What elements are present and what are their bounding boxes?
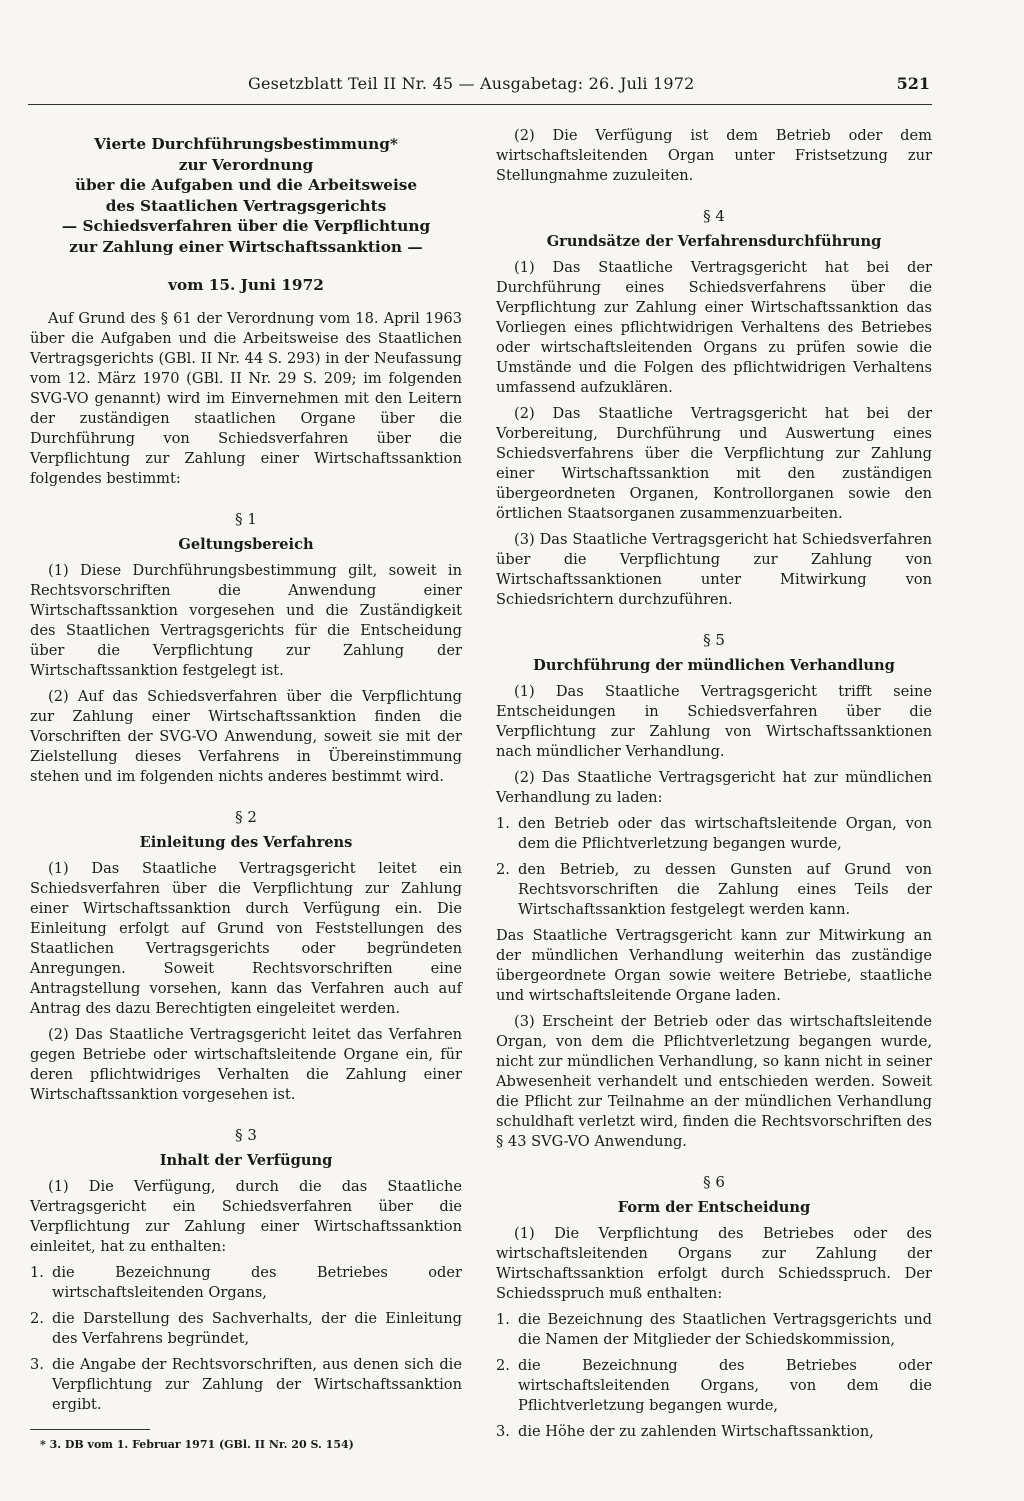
page-number: 521 bbox=[896, 74, 930, 93]
title-line: Vierte Durchführungsbestimmung* bbox=[94, 135, 398, 153]
paragraph: Das Staatliche Vertragsgericht kann zur Mitwirkung an der mündlichen Verhandlung weiterhin das zuständige übergeordnete Organ sowie weitere Betriebe, staatliche und wirtschaftsleitende Organe laden. bbox=[496, 927, 932, 1004]
list-text: die Bezeichnung des Betriebes oder wirtschaftsleitenden Organs, von dem die Pflichtverletzung begangen wurde, bbox=[518, 1357, 932, 1414]
right-column bbox=[496, 126, 932, 1448]
list-item bbox=[30, 1309, 462, 1349]
section-number: § 5 bbox=[703, 631, 725, 649]
list-item bbox=[496, 860, 932, 920]
list-number: 2. bbox=[496, 1357, 510, 1374]
list-number: 1. bbox=[496, 815, 510, 832]
list-text: die Bezeichnung des Betriebes oder wirtschaftsleitenden Organs, bbox=[52, 1264, 462, 1301]
list-number: 2. bbox=[496, 861, 510, 878]
paragraph: (3) Das Staatliche Vertragsgericht hat Schiedsverfahren über die Verpflichtung zur Zahlung von Wirtschaftssanktionen unter Mitwirkung von Schiedsrichtern durchzuführen. bbox=[496, 531, 932, 608]
list-number: 3. bbox=[30, 1356, 44, 1373]
list-item bbox=[496, 1422, 932, 1442]
paragraph: (1) Das Staatliche Vertragsgericht trifft seine Entscheidungen in Schiedsverfahren über die Verpflichtung zur Zahlung von Wirtschaftssanktionen nach mündlicher Verhandlung. bbox=[496, 683, 932, 760]
list-item bbox=[496, 1356, 932, 1416]
running-title: Gesetzblatt Teil II Nr. 45 — Ausgabetag: 26. Juli 1972 bbox=[248, 74, 695, 93]
list-text: den Betrieb, zu dessen Gunsten auf Grund von Rechtsvorschriften die Zahlung eines Teils der Wirtschaftssanktion festgelegt werden kann. bbox=[518, 861, 932, 918]
list-item bbox=[30, 1263, 462, 1303]
title-line: zur Zahlung einer Wirtschaftssanktion — bbox=[69, 237, 423, 256]
section-title: Inhalt der Verfügung bbox=[159, 1152, 333, 1169]
section-number: § 3 bbox=[235, 1126, 257, 1144]
section-number: § 2 bbox=[235, 808, 257, 826]
list-item bbox=[496, 1310, 932, 1350]
paragraph: (3) Erscheint der Betrieb oder das wirtschaftsleitende Organ, von dem die Pflichtverletzung begangen wurde, nicht zur mündlichen Verhandlung, so kann nicht in seiner Abwesenheit verhandelt und entschieden werden. Soweit die Pflicht zur Teilnahme an der mündlichen Verhandlung schuldhaft verletzt wird, finden die Rechtsvorschriften des § 43 SVG-VO Anwendung. bbox=[496, 1013, 932, 1150]
list-text: die Angabe der Rechtsvorschriften, aus denen sich die Verpflichtung zur Zahlung der Wirtschaftssanktion ergibt. bbox=[52, 1356, 462, 1413]
paragraph: (1) Die Verpflichtung des Betriebes oder des wirtschaftsleitenden Organs zur Zahlung der Wirtschaftssanktion erfolgt durch Schiedsspruch. Der Schiedsspruch muß enthalten: bbox=[496, 1225, 932, 1302]
list-item bbox=[30, 1355, 462, 1415]
paragraph: (1) Das Staatliche Vertragsgericht leitet ein Schiedsverfahren über die Verpflichtung zur Zahlung einer Wirtschaftssanktion durch Verfügung ein. Die Einleitung erfolgt auf Grund von Feststellungen des Staatlichen Vertragsgerichts oder begründeten Anregungen. Soweit Rechtsvorschriften eine Antragstellung vorsehen, kann das Verfahren auch auf Antrag des dazu Berechtigten eingeleitet werden. bbox=[30, 860, 462, 1017]
ordinance-title bbox=[30, 134, 462, 257]
list-item bbox=[496, 814, 932, 854]
list-number: 1. bbox=[30, 1264, 44, 1281]
paragraph: (2) Das Staatliche Vertragsgericht leitet das Verfahren gegen Betriebe oder wirtschaftsleitende Organe ein, für deren pflichtwidriges Verhalten die Zahlung einer Wirtschaftssanktion vorgesehen ist. bbox=[30, 1026, 462, 1103]
title-line: zur Verordnung bbox=[178, 155, 314, 174]
paragraph: (2) Auf das Schiedsverfahren über die Verpflichtung zur Zahlung einer Wirtschaftssanktion finden die Vorschriften der SVG-VO Anwendung, soweit sie mit der Zielstellung dieses Verfahrens in Übereinstimmung stehen und im folgenden nichts anderes bestimmt wird. bbox=[30, 688, 462, 785]
section-title: Durchführung der mündlichen Verhandlung bbox=[533, 657, 895, 674]
section-number: § 6 bbox=[703, 1173, 725, 1191]
section-title: Grundsätze der Verfahrensdurchführung bbox=[546, 233, 882, 250]
paragraph: (2) Die Verfügung ist dem Betrieb oder dem wirtschaftsleitenden Organ unter Fristsetzung zur Stellungnahme zuzuleiten. bbox=[496, 127, 932, 184]
list-text: den Betrieb oder das wirtschaftsleitende Organ, von dem die Pflichtverletzung begangen wurde, bbox=[518, 815, 932, 852]
header-rule bbox=[28, 104, 932, 105]
title-line: — Schiedsverfahren über die Verpflichtung bbox=[61, 217, 431, 235]
footnote-rule bbox=[30, 1429, 150, 1430]
section-number: § 4 bbox=[703, 207, 725, 225]
paragraph: (1) Die Verfügung, durch die das Staatliche Vertragsgericht ein Schiedsverfahren über die Verpflichtung zur Zahlung einer Wirtschaftssanktion einleitet, hat zu enthalten: bbox=[30, 1178, 462, 1255]
list-text: die Darstellung des Sachverhalts, der die Einleitung des Verfahrens begründet, bbox=[52, 1310, 462, 1347]
footnote: * 3. DB vom 1. Februar 1971 (GBl. II Nr. 20 S. 154) bbox=[40, 1438, 354, 1451]
preamble: Auf Grund des § 61 der Verordnung vom 18. April 1963 über die Aufgaben und die Arbeitsweise des Staatlichen Vertragsgerichts (GBl. II Nr. 44 S. 293) in der Neufassung vom 12. März 1970 (GBl. II Nr. 29 S. 209; im folgenden SVG-VO genannt) wird im Einvernehmen mit den Leitern der zuständigen staatlichen Organe über die Durchführung von Schiedsverfahren über die Verpflichtung zur Zahlung einer Wirtschaftssanktion folgendes bestimmt: bbox=[30, 310, 462, 487]
list-number: 1. bbox=[496, 1311, 510, 1328]
title-line: über die Aufgaben und die Arbeitsweise bbox=[74, 176, 418, 194]
title-line: des Staatlichen Vertragsgerichts bbox=[105, 196, 387, 215]
ordinance-date: vom 15. Juni 1972 bbox=[168, 276, 324, 294]
section-title: Einleitung des Verfahrens bbox=[139, 834, 353, 851]
page-header bbox=[30, 74, 930, 100]
list-text: die Höhe der zu zahlenden Wirtschaftssanktion, bbox=[518, 1423, 874, 1440]
paragraph: (1) Das Staatliche Vertragsgericht hat bei der Durchführung eines Schiedsverfahrens über die Verpflichtung zur Zahlung einer Wirtschaftssanktion das Vorliegen eines pflichtwidrigen Verhaltens des Betriebes oder wirtschaftsleitenden Organs zu prüfen sowie die Umstände und die Folgen des pflichtwidrigen Verhaltens umfassend aufzuklären. bbox=[496, 259, 932, 396]
paragraph: (2) Das Staatliche Vertragsgericht hat bei der Vorbereitung, Durchführung und Auswertung eines Schiedsverfahrens über die Verpflichtung zur Zahlung einer Wirtschaftssanktion mit den zuständigen übergeordneten Organen, Kontrollorganen sowie den örtlichen Staatsorganen zusammenzuarbeiten. bbox=[496, 405, 932, 522]
list-number: 2. bbox=[30, 1310, 44, 1327]
section-number: § 1 bbox=[235, 510, 257, 528]
section-title: Form der Entscheidung bbox=[617, 1199, 811, 1216]
list-text: die Bezeichnung des Staatlichen Vertragsgerichts und die Namen der Mitglieder der Schiedskommission, bbox=[518, 1311, 932, 1348]
paragraph: (2) Das Staatliche Vertragsgericht hat zur mündlichen Verhandlung zu laden: bbox=[496, 769, 932, 806]
paragraph: (1) Diese Durchführungsbestimmung gilt, soweit in Rechtsvorschriften die Anwendung einer Wirtschaftssanktion vorgesehen und die Zuständigkeit des Staatlichen Vertragsgerichts für die Entscheidung über die Verpflichtung zur Zahlung der Wirtschaftssanktion festgelegt ist. bbox=[30, 562, 462, 679]
left-column bbox=[30, 126, 462, 1452]
list-number: 3. bbox=[496, 1423, 510, 1440]
section-title: Geltungsbereich bbox=[178, 536, 314, 553]
